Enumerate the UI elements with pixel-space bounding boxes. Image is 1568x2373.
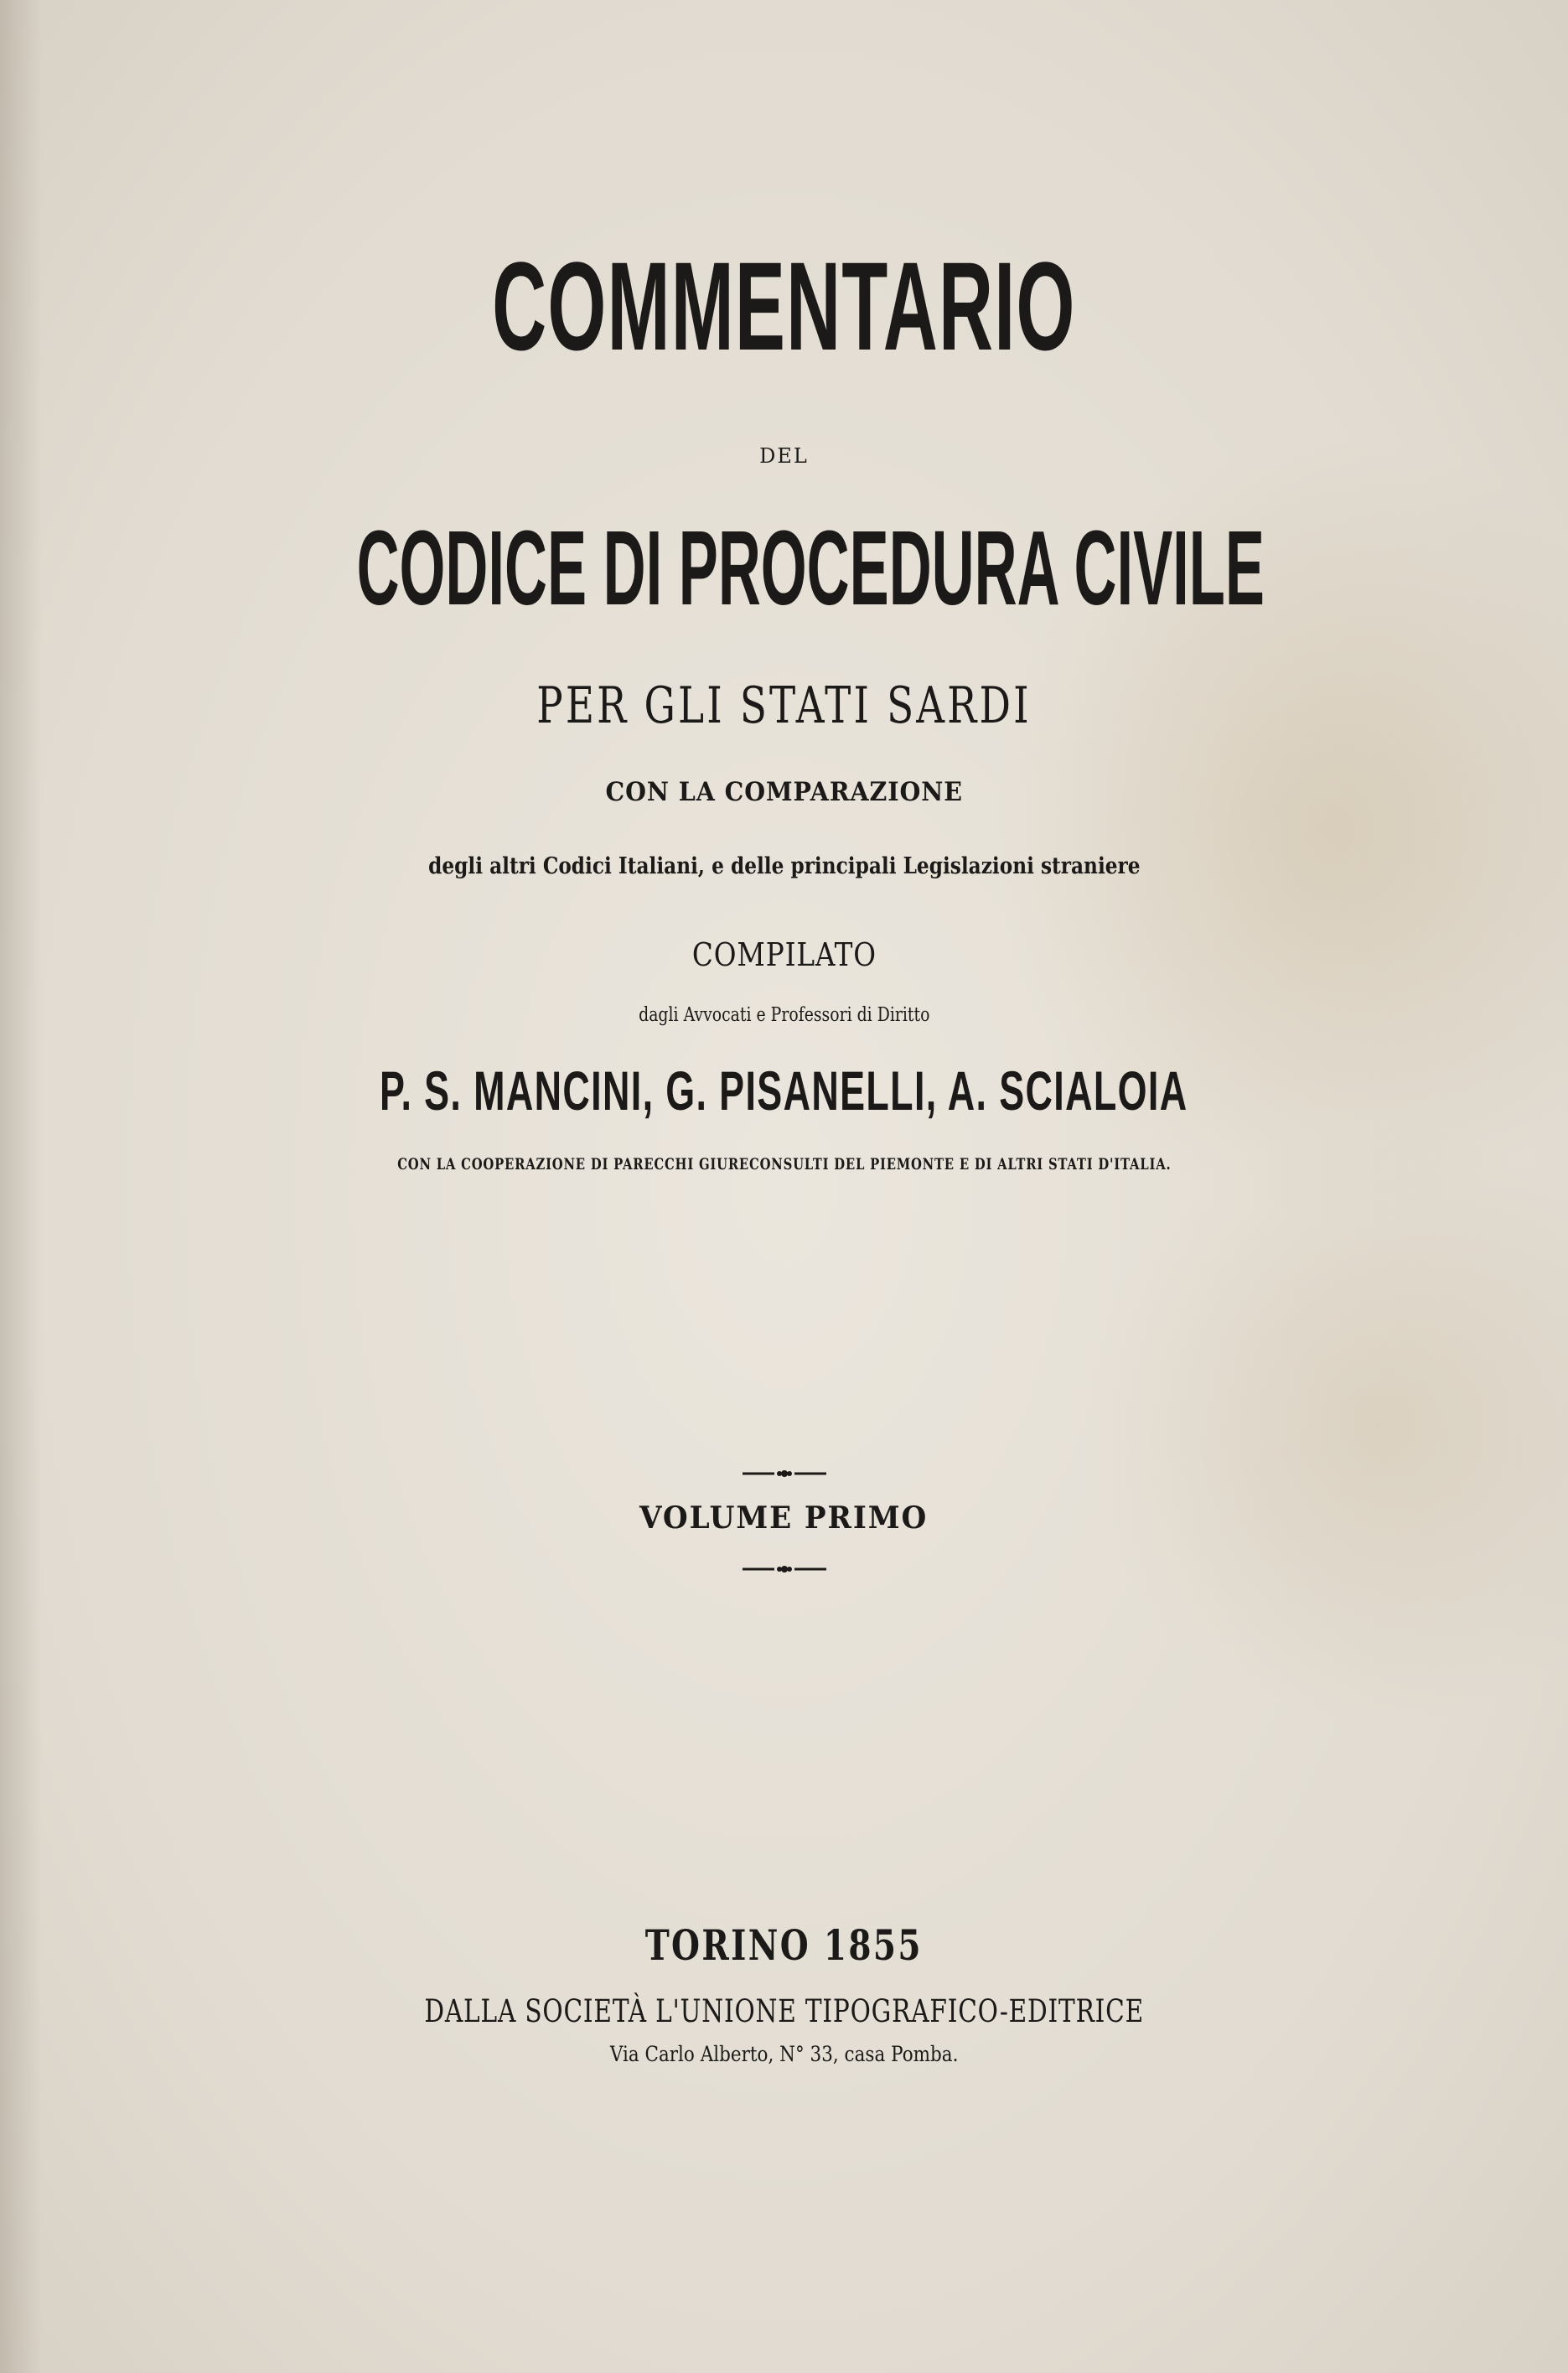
imprint-place-year-text: TORINO 1855 (644, 1920, 924, 1970)
cooperation-line (0, 1157, 1568, 1173)
comparison-detail-text: degli altri Codici Italiani, e delle principali Legislazioni straniere (427, 853, 1141, 879)
compiled-label-text: COMPILATO (691, 936, 877, 973)
compilers-role-text: dagli Avvocati e Professori di Diritto (638, 1004, 930, 1026)
jurisdiction-line (0, 676, 1568, 735)
imprint-address-text: Via Carlo Alberto, N° 33, casa Pomba. (609, 2042, 959, 2066)
book-title-text: COMMENTARIO (492, 236, 1076, 376)
book-subject (0, 509, 1568, 627)
jurisdiction-text: PER GLI STATI SARDI (536, 676, 1032, 735)
compiled-label (0, 936, 1568, 973)
ornament-rule-bottom (0, 1564, 1568, 1574)
imprint-address (0, 2044, 1568, 2065)
comparison-heading-text: CON LA COMPARAZIONE (605, 777, 963, 807)
title-connector (0, 446, 1568, 466)
cooperation-text: CON LA COOPERAZIONE DI PARECCHI GIURECONSULTI DEL PIEMONTE E DI ALTRI STATI D'ITALIA. (396, 1155, 1172, 1174)
imprint-publisher-text: DALLA SOCIETÀ L'UNIONE TIPOGRAFICO-EDITRICE (424, 1993, 1144, 2029)
comparison-detail (0, 855, 1568, 878)
book-title (0, 236, 1568, 376)
compilers-role (0, 1006, 1568, 1025)
imprint-publisher (0, 1993, 1568, 2029)
volume-label (0, 1500, 1568, 1536)
volume-label-text: VOLUME PRIMO (639, 1500, 929, 1536)
authors-text: P. S. MANCINI, G. PISANELLI, A. SCIALOIA (380, 1060, 1188, 1122)
ornament-rule-top (0, 1469, 1568, 1479)
title-connector-text: DEL (759, 444, 809, 468)
authors-line (0, 1060, 1568, 1122)
book-subject-text: CODICE DI PROCEDURA CIVILE (356, 509, 1265, 627)
comparison-heading (0, 777, 1568, 807)
imprint-place-year (0, 1920, 1568, 1970)
